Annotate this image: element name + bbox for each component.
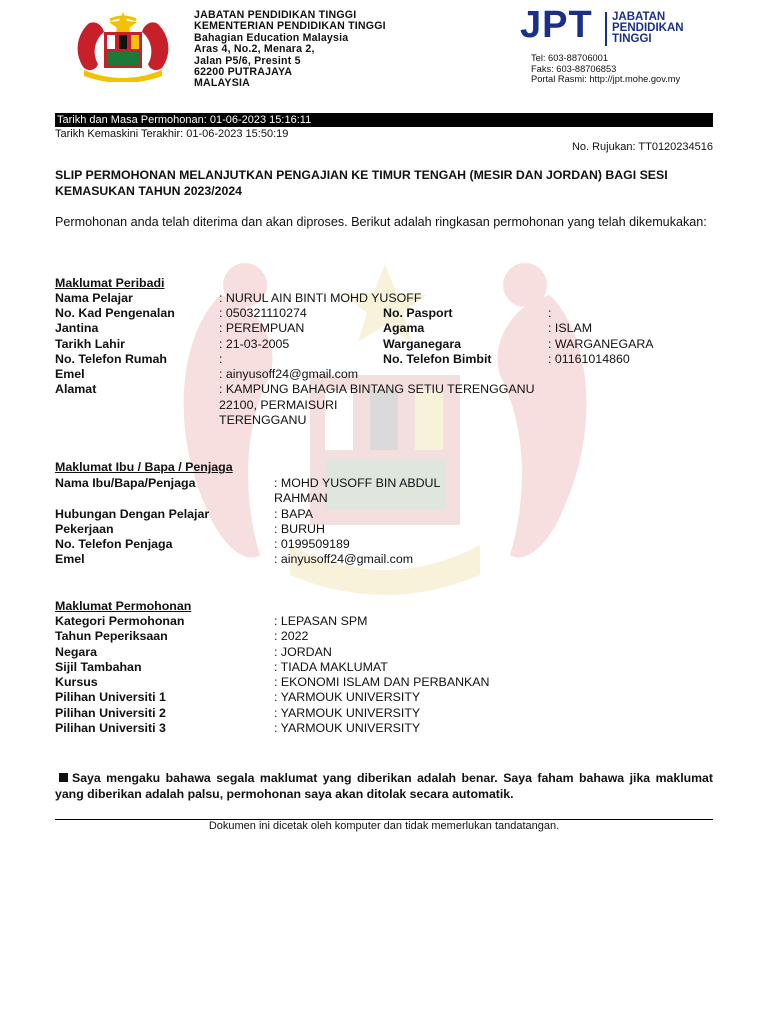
- label-pekerjaan: Pekerjaan: [55, 522, 114, 536]
- jpt-logo-subtext: JABATAN: [612, 11, 666, 23]
- value-no-kad-pengenalan: : 050321110274: [219, 306, 307, 320]
- intro-paragraph: Permohonan anda telah diterima dan akan diproses. Berikut adalah ringkasan permohonan yang telah dikemukakan:: [55, 215, 707, 229]
- footer-note: Dokumen ini dicetak oleh komputer dan tidak memerlukan tandatangan.: [208, 820, 560, 832]
- value-negara: : JORDAN: [274, 645, 332, 659]
- value-kategori: : LEPASAN SPM: [274, 614, 368, 628]
- declaration-text: Saya mengaku bahawa segala maklumat yang diberikan adalah benar. Saya faham bahawa jika maklumat yang diberikan adalah palsu, permohonan saya akan ditolak secara automatik.: [55, 771, 713, 801]
- value-telefon-bimbit: : 01161014860: [548, 352, 630, 366]
- label-pilihan-universiti-3: Pilihan Universiti 3: [55, 721, 166, 735]
- label-emel-pelajar: Emel: [55, 367, 85, 381]
- declaration: [55, 770, 713, 802]
- label-emel-penjaga: Emel: [55, 552, 85, 566]
- value-kursus: : EKONOMI ISLAM DAN PERBANKAN: [274, 675, 490, 689]
- address-line: Bahagian Education Malaysia: [194, 31, 349, 44]
- value-nama-penjaga-line: : MOHD YUSOFF BIN ABDUL: [274, 476, 441, 490]
- jpt-logo-text: JPT: [520, 4, 593, 46]
- value-pilihan-universiti-3: : YARMOUK UNIVERSITY: [274, 721, 421, 735]
- label-alamat: Alamat: [55, 382, 97, 396]
- contact-portal: Portal Rasmi: http://jpt.mohe.gov.my: [531, 74, 681, 85]
- section-heading-penjaga: Maklumat Ibu / Bapa / Penjaga: [55, 460, 233, 474]
- label-nama-pelajar: Nama Pelajar: [55, 291, 133, 305]
- jpt-logo: [520, 4, 710, 48]
- label-telefon-penjaga: No. Telefon Penjaga: [55, 537, 173, 551]
- address-line: 62200 PUTRAJAYA: [194, 66, 293, 79]
- jpt-logo-subtext: PENDIDIKAN: [612, 22, 684, 34]
- value-alamat-line: TERENGGANU: [219, 413, 307, 427]
- label-warganegara: Warganegara: [383, 337, 462, 351]
- address-line: Jalan P5/6, Presint 5: [194, 54, 301, 67]
- reference-number: No. Rujukan: TT0120234516: [571, 141, 713, 153]
- value-hubungan: : BAPA: [274, 507, 314, 521]
- label-agama: Agama: [383, 321, 425, 335]
- label-sijil-tambahan: Sijil Tambahan: [55, 660, 142, 674]
- value-alamat-line: 22100, PERMAISURI: [219, 398, 338, 412]
- contact-fax: Faks: 603-88706853: [531, 63, 617, 74]
- label-pilihan-universiti-1: Pilihan Universiti 1: [55, 690, 166, 704]
- label-tahun-peperiksaan: Tahun Peperiksaan: [55, 629, 168, 643]
- value-nama-penjaga-line: RAHMAN: [274, 491, 328, 505]
- label-jantina: Jantina: [55, 321, 99, 335]
- value-sijil-tambahan: : TIADA MAKLUMAT: [274, 660, 388, 674]
- label-nama-penjaga: Nama Ibu/Bapa/Penjaga: [55, 476, 196, 490]
- value-nama-pelajar: : NURUL AIN BINTI MOHD YUSOFF: [219, 291, 422, 305]
- label-no-kad-pengenalan: No. Kad Pengenalan: [55, 306, 175, 320]
- value-warganegara: : WARGANEGARA: [548, 337, 654, 351]
- label-tarikh-lahir: Tarikh Lahir: [55, 337, 125, 351]
- value-agama: : ISLAM: [548, 321, 593, 335]
- label-telefon-rumah: No. Telefon Rumah: [55, 352, 167, 366]
- value-telefon-penjaga: : 0199509189: [274, 537, 350, 551]
- address-line: KEMENTERIAN PENDIDIKAN TINGGI: [194, 20, 386, 33]
- address-line: MALAYSIA: [194, 77, 250, 90]
- jpt-logo-subtext: TINGGI: [612, 33, 652, 45]
- value-tahun-peperiksaan: : 2022: [274, 629, 309, 643]
- label-kursus: Kursus: [55, 675, 98, 689]
- value-no-pasport: :: [548, 306, 552, 320]
- value-alamat-line: : KAMPUNG BAHAGIA BINTANG SETIU TERENGGANU: [219, 382, 535, 396]
- last-updated-date: Tarikh Kemaskini Terakhir: 01-06-2023 15:50:19: [55, 128, 289, 140]
- value-emel-penjaga: : ainyusoff24@gmail.com: [274, 552, 414, 566]
- value-pilihan-universiti-1: : YARMOUK UNIVERSITY: [274, 690, 421, 704]
- value-tarikh-lahir: : 21-03-2005: [219, 337, 290, 351]
- malaysia-crest-logo: [70, 10, 176, 82]
- declaration-checkbox: [59, 773, 68, 782]
- address-line: Aras 4, No.2, Menara 2,: [194, 43, 315, 56]
- address-line: JABATAN PENDIDIKAN TINGGI: [194, 9, 357, 21]
- contact-info: [531, 53, 680, 85]
- value-telefon-rumah: :: [219, 352, 223, 366]
- label-telefon-bimbit: No. Telefon Bimbit: [383, 352, 492, 366]
- label-kategori: Kategori Permohonan: [55, 614, 185, 628]
- label-no-pasport: No. Pasport: [383, 306, 453, 320]
- value-jantina: : PEREMPUAN: [219, 321, 305, 335]
- application-datetime-bar: Tarikh dan Masa Permohonan: 01-06-2023 15:16:11: [55, 113, 713, 127]
- jpt-logo-divider: [605, 12, 607, 46]
- label-negara: Negara: [55, 645, 98, 659]
- section-heading-peribadi: Maklumat Peribadi: [55, 276, 165, 290]
- label-pilihan-universiti-2: Pilihan Universiti 2: [55, 706, 166, 720]
- value-pilihan-universiti-2: : YARMOUK UNIVERSITY: [274, 706, 421, 720]
- slip-title: SLIP PERMOHONAN MELANJUTKAN PENGAJIAN KE TIMUR TENGAH (MESIR DAN JORDAN) BAGI SESI KEMASUKAN TAHUN 2023/2024: [55, 168, 668, 198]
- section-heading-permohonan: Maklumat Permohonan: [55, 599, 192, 613]
- value-emel-pelajar: : ainyusoff24@gmail.com: [219, 367, 359, 381]
- value-pekerjaan: : BURUH: [274, 522, 325, 536]
- label-hubungan: Hubungan Dengan Pelajar: [55, 507, 210, 521]
- header-address: [194, 10, 386, 90]
- contact-tel: Tel: 603-88706001: [531, 53, 609, 63]
